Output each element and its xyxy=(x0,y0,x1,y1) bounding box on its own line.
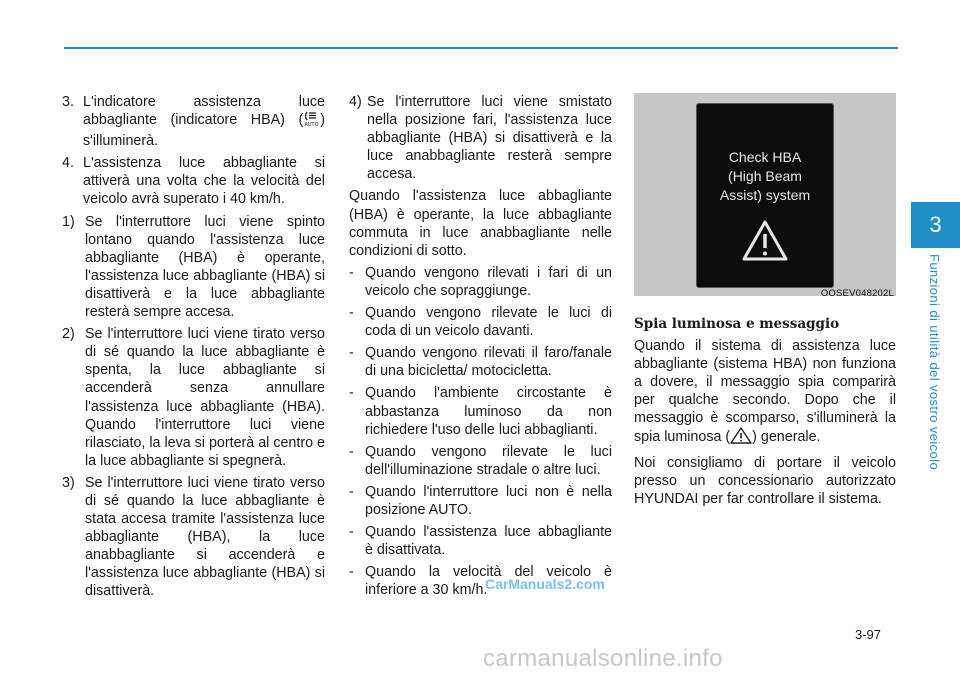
warning-triangle-icon xyxy=(730,427,752,449)
chapter-title: Funzioni di utilità del vostro veicolo xyxy=(927,254,942,471)
item-text: L'indicatore assistenza luce abbagliante (indicatore HBA) ( AUTO ) s'illuminerà. xyxy=(83,94,325,150)
intro-paragraph: Quando l'assistenza luce abbagliante (HBA) è operante, la luce abbagliante commuta in luce anabbagliante nelle condizioni di sotto. xyxy=(349,188,612,259)
item-text: L'assistenza luce abbagliante si attiverà una volta che la velocità del veicolo avrà superato i 40 km/h. xyxy=(83,155,325,208)
item-number: 2) xyxy=(62,326,75,343)
bullet-item: - Quando vengono rilevati il faro/fanale di una bicicletta/ motocicletta. xyxy=(349,345,612,380)
page-number: 3-97 xyxy=(855,627,882,642)
item-number: 3. xyxy=(62,94,74,110)
list-item xyxy=(62,93,325,150)
list-item xyxy=(62,325,325,470)
top-rule xyxy=(64,47,898,49)
chapter-tab: 3 xyxy=(911,202,960,248)
item-number: 1) xyxy=(62,213,75,230)
item-number: 4) xyxy=(349,94,362,110)
item-text: Se l'interruttore luci viene spinto lontano quando l'assistenza luce abbagliante (HBA) è operante, l'assistenza luce abbagliante (HBA) si disattiverà e la luce abbagliante resterà sempre accesa. xyxy=(85,213,325,321)
list-item xyxy=(349,93,612,183)
list-item xyxy=(62,213,325,322)
bullet-item: - Quando l'interruttore luci non è nella posizione AUTO. xyxy=(349,483,612,518)
item-text: Se l'interruttore luci viene tirato verso di sé quando la luce abbagliante è stata accesa tramite l'assistenza luce abbagliante (HBA), la luce anabbagliante si accenderà e l'assistenza luce abbagliante (HBA) si disattiverà. xyxy=(85,474,325,600)
bullet-item: - Quando la velocità del veicolo è inferiore a 30 km/h. xyxy=(349,564,612,599)
item-text: Se l'interruttore luci viene tirato verso di sé quando la luce abbagliante è spenta, la luce abbagliante si accenderà senza annullare l'assistenza luce abbagliante (HBA). Quando l'interruttore luci viene rilasciato, la leva si porterà al centro e la luce abbagliante si spegnerà. xyxy=(85,326,325,469)
hba-auto-icon xyxy=(303,111,320,132)
watermark-small: CarManuals2.com xyxy=(485,576,605,592)
body-paragraph: Quando il sistema di assistenza luce abbagliante (sistema HBA) non funziona a dovere, il messaggio spia comparirà per qualche secondo. Dopo che il messaggio è scomparso, s'illuminerà la spia luminosa ( ) generale. xyxy=(634,337,896,450)
bullet-item: - Quando l'assistenza luce abbagliante è disattivata. xyxy=(349,524,612,559)
svg-text:AUTO: AUTO xyxy=(304,122,319,128)
column-3 xyxy=(634,93,896,512)
section-heading: Spia luminosa e messaggio xyxy=(634,316,840,332)
bullet-item: - Quando vengono rilevati i fari di un veicolo che sopraggiunge. xyxy=(349,264,612,299)
display-message: Check HBA (High Beam Assist) system xyxy=(719,149,811,203)
bullet-item: - Quando vengono rilevate le luci dell'illuminazione stradale o altre luci. xyxy=(349,443,612,478)
list-item xyxy=(62,154,325,208)
list-item xyxy=(62,474,325,601)
bullet-item: - Quando l'ambiente circostante è abbastanza luminoso da non richiedere l'uso delle luci abbaglianti. xyxy=(349,385,612,438)
body-paragraph: Noi consigliamo di portare il veicolo presso un concessionario autorizzato HYUNDAI per far controllare il sistema. xyxy=(634,454,896,507)
item-number: 3) xyxy=(62,474,75,491)
figure-caption: OOSEV048202L xyxy=(820,288,894,299)
item-number: 4. xyxy=(62,155,74,172)
warning-figure xyxy=(634,93,896,299)
item-text: Se l'interruttore luci viene smistato nella posizione fari, l'assistenza luce abbagliante (HBA) si disattiverà e la luce anabbagliante resterà sempre accesa. xyxy=(367,94,612,183)
column-1 xyxy=(62,93,325,605)
cluster-display xyxy=(696,103,834,288)
warning-triangle-icon xyxy=(741,219,789,262)
column-2 xyxy=(349,93,612,603)
watermark-large: carmanualsonline.info xyxy=(483,645,723,672)
bullet-item: - Quando vengono rilevate le luci di coda di un veicolo davanti. xyxy=(349,305,612,340)
